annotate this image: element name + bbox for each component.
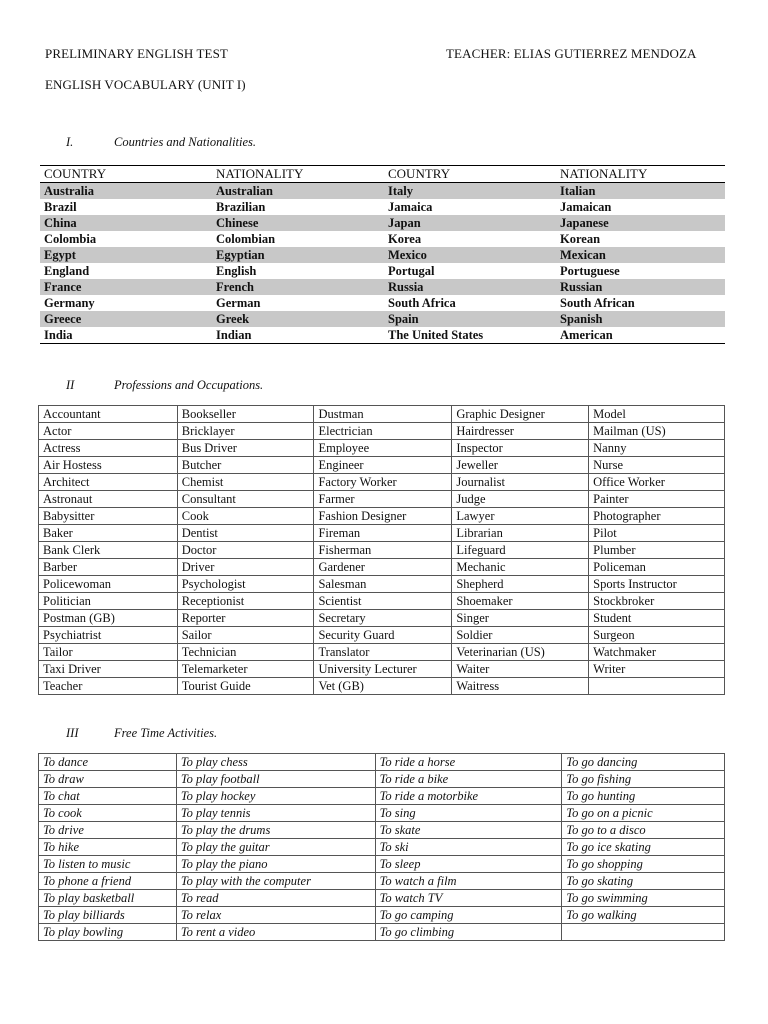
- table-cell: Gardener: [314, 559, 452, 576]
- table-cell: Shepherd: [452, 576, 589, 593]
- profession-row: [39, 508, 725, 525]
- table-cell: Australia: [40, 183, 212, 200]
- table-cell: Surgeon: [589, 627, 725, 644]
- table-cell: Chinese: [212, 215, 384, 231]
- table-cell: Lawyer: [452, 508, 589, 525]
- table-cell: English: [216, 264, 257, 278]
- table-cell: To go camping: [375, 907, 562, 924]
- table-cell: Librarian: [452, 525, 589, 542]
- table-cell: Veterinarian (US): [452, 644, 589, 661]
- table-cell: Psychiatrist: [39, 627, 178, 644]
- table-cell: Cook: [177, 508, 314, 525]
- table-cell: Painter: [589, 491, 725, 508]
- table-cell: To hike: [39, 839, 177, 856]
- activity-row: [39, 924, 725, 941]
- table-cell: South African: [560, 296, 635, 310]
- table-cell: Telemarketer: [177, 661, 314, 678]
- table-cell: Vet (GB): [314, 678, 452, 695]
- country-row: [40, 199, 725, 215]
- table-cell: To go fishing: [562, 771, 725, 788]
- table-cell: Tailor: [39, 644, 178, 661]
- table-cell: University Lecturer: [314, 661, 452, 678]
- table-cell: To phone a friend: [39, 873, 177, 890]
- activity-row: [39, 805, 725, 822]
- profession-row: [39, 491, 725, 508]
- table-cell: Nurse: [589, 457, 725, 474]
- table-cell: To sing: [375, 805, 562, 822]
- table-cell: Bus Driver: [177, 440, 314, 457]
- table-cell: Architect: [39, 474, 178, 491]
- activity-row: [39, 822, 725, 839]
- table-cell: Astronaut: [39, 491, 178, 508]
- country-row: [40, 183, 725, 200]
- table-cell: Brazilian: [216, 200, 266, 214]
- table-cell: Greece: [40, 311, 212, 327]
- table-cell: Soldier: [452, 627, 589, 644]
- table-cell: To play bowling: [39, 924, 177, 941]
- teacher-name: TEACHER: ELIAS GUTIERREZ MENDOZA: [446, 46, 697, 61]
- table-cell: Portugal: [388, 264, 435, 278]
- table-cell: Jamaica: [388, 200, 433, 214]
- table-cell: Babysitter: [39, 508, 178, 525]
- table-cell: Writer: [589, 661, 725, 678]
- table-cell: To play chess: [176, 754, 375, 771]
- table-cell: Graphic Designer: [452, 406, 589, 423]
- section-number: III: [66, 726, 79, 740]
- profession-row: [39, 678, 725, 695]
- profession-row: [39, 474, 725, 491]
- table-cell: South Africa: [388, 296, 456, 310]
- table-cell: Korea: [388, 232, 422, 246]
- table-cell: Watchmaker: [589, 644, 725, 661]
- table-cell: To play billiards: [39, 907, 177, 924]
- table-cell: To listen to music: [39, 856, 177, 873]
- country-row: [40, 279, 725, 295]
- table-cell: To play tennis: [176, 805, 375, 822]
- profession-row: [39, 610, 725, 627]
- table-cell: Tourist Guide: [177, 678, 314, 695]
- table-cell: To play the piano: [176, 856, 375, 873]
- country-row: [40, 215, 725, 231]
- table-cell: Judge: [452, 491, 589, 508]
- section-heading-countries: [66, 135, 256, 150]
- table-cell: To ski: [375, 839, 562, 856]
- table-cell: Baker: [39, 525, 178, 542]
- table-cell: Actress: [39, 440, 178, 457]
- section-heading-activities: [66, 726, 217, 741]
- country-row: [40, 311, 725, 327]
- activity-row: [39, 907, 725, 924]
- table-cell: To ride a bike: [375, 771, 562, 788]
- table-cell: Mechanic: [452, 559, 589, 576]
- table-cell: The United States: [384, 327, 556, 344]
- table-cell: Stockbroker: [589, 593, 725, 610]
- column-header: COUNTRY: [384, 166, 556, 183]
- table-cell: Translator: [314, 644, 452, 661]
- table-cell: Office Worker: [589, 474, 725, 491]
- table-cell: Security Guard: [314, 627, 452, 644]
- table-cell: Hairdresser: [452, 423, 589, 440]
- table-cell: Sailor: [177, 627, 314, 644]
- activity-row: [39, 890, 725, 907]
- table-cell: Spain: [384, 311, 556, 327]
- table-cell: Portuguese: [560, 264, 620, 278]
- table-cell: Singer: [452, 610, 589, 627]
- table-cell: Plumber: [589, 542, 725, 559]
- table-cell: To go shopping: [562, 856, 725, 873]
- table-cell: Teacher: [39, 678, 178, 695]
- table-cell: Electrician: [314, 423, 452, 440]
- table-cell: To go swimming: [562, 890, 725, 907]
- activity-row: [39, 839, 725, 856]
- table-cell: Farmer: [314, 491, 452, 508]
- table-cell: Mexico: [384, 247, 556, 263]
- table-cell: Colombian: [216, 232, 276, 246]
- table-cell: Italian: [556, 183, 725, 200]
- table-cell: To go ice skating: [562, 839, 725, 856]
- table-cell: To sleep: [375, 856, 562, 873]
- table-cell: Dentist: [177, 525, 314, 542]
- profession-row: [39, 593, 725, 610]
- table-cell: Journalist: [452, 474, 589, 491]
- table-cell: Bricklayer: [177, 423, 314, 440]
- table-cell: Bookseller: [177, 406, 314, 423]
- table-cell: To drive: [39, 822, 177, 839]
- table-cell: Korean: [560, 232, 601, 246]
- table-cell: Photographer: [589, 508, 725, 525]
- table-cell: Nanny: [589, 440, 725, 457]
- table-cell: Greek: [212, 311, 384, 327]
- profession-row: [39, 406, 725, 423]
- table-cell: To ride a motorbike: [375, 788, 562, 805]
- table-cell: To cook: [39, 805, 177, 822]
- activities-table: [38, 753, 725, 941]
- table-cell: Italy: [384, 183, 556, 200]
- table-cell: Inspector: [452, 440, 589, 457]
- table-cell: Japanese: [556, 215, 725, 231]
- profession-row: [39, 525, 725, 542]
- table-cell: To rent a video: [176, 924, 375, 941]
- table-cell: German: [216, 296, 261, 310]
- table-cell: Australian: [212, 183, 384, 200]
- table-cell: French: [212, 279, 384, 295]
- table-cell: Scientist: [314, 593, 452, 610]
- profession-row: [39, 661, 725, 678]
- activity-row: [39, 856, 725, 873]
- table-cell: Indian: [212, 327, 384, 344]
- table-cell: To skate: [375, 822, 562, 839]
- table-cell: Colombia: [44, 232, 97, 246]
- activity-row: [39, 754, 725, 771]
- section-title: Free Time Activities.: [114, 726, 218, 740]
- table-cell: Doctor: [177, 542, 314, 559]
- table-cell: Jamaican: [560, 200, 612, 214]
- table-cell: Japan: [384, 215, 556, 231]
- table-cell: To go walking: [562, 907, 725, 924]
- table-cell: Barber: [39, 559, 178, 576]
- table-cell: American: [556, 327, 725, 344]
- table-cell: Receptionist: [177, 593, 314, 610]
- country-row: [40, 247, 725, 263]
- profession-row: [39, 440, 725, 457]
- table-cell: Chemist: [177, 474, 314, 491]
- table-cell: Fashion Designer: [314, 508, 452, 525]
- table-cell: To go on a picnic: [562, 805, 725, 822]
- table-cell: To go climbing: [375, 924, 562, 941]
- table-cell: Germany: [44, 296, 95, 310]
- table-cell: Salesman: [314, 576, 452, 593]
- table-cell: To ride a horse: [375, 754, 562, 771]
- table-cell: To go skating: [562, 873, 725, 890]
- table-cell: To watch a film: [375, 873, 562, 890]
- activity-row: [39, 873, 725, 890]
- table-cell: Technician: [177, 644, 314, 661]
- section-number: II: [66, 378, 75, 392]
- table-cell: Consultant: [177, 491, 314, 508]
- table-cell: Brazil: [44, 200, 77, 214]
- table-cell: To relax: [176, 907, 375, 924]
- table-cell: To dance: [39, 754, 177, 771]
- column-header: COUNTRY: [40, 166, 212, 183]
- table-cell: Butcher: [177, 457, 314, 474]
- table-cell: Mailman (US): [589, 423, 725, 440]
- table-cell: India: [40, 327, 212, 344]
- activity-row: [39, 788, 725, 805]
- table-cell: Egyptian: [212, 247, 384, 263]
- table-cell: Taxi Driver: [39, 661, 178, 678]
- table-cell: To go to a disco: [562, 822, 725, 839]
- table-cell: To play football: [176, 771, 375, 788]
- profession-row: [39, 644, 725, 661]
- profession-row: [39, 576, 725, 593]
- table-cell: To go hunting: [562, 788, 725, 805]
- table-cell: Air Hostess: [39, 457, 178, 474]
- section-title: Countries and Nationalities.: [114, 135, 257, 149]
- table-cell: Factory Worker: [314, 474, 452, 491]
- test-title: PRELIMINARY ENGLISH TEST: [45, 46, 228, 61]
- country-row: [40, 327, 725, 344]
- table-cell: Waiter: [452, 661, 589, 678]
- table-cell: Lifeguard: [452, 542, 589, 559]
- table-cell: Engineer: [314, 457, 452, 474]
- table-cell: Psychologist: [177, 576, 314, 593]
- country-row: [40, 231, 725, 247]
- table-cell: Dustman: [314, 406, 452, 423]
- table-cell: [589, 678, 725, 695]
- table-cell: Russia: [384, 279, 556, 295]
- table-cell: Postman (GB): [39, 610, 178, 627]
- section-heading-professions: [66, 378, 263, 393]
- table-cell: England: [44, 264, 90, 278]
- section-title: Professions and Occupations.: [114, 378, 264, 392]
- table-cell: Mexican: [556, 247, 725, 263]
- table-cell: Spanish: [556, 311, 725, 327]
- table-cell: Pilot: [589, 525, 725, 542]
- table-cell: Policewoman: [39, 576, 178, 593]
- profession-row: [39, 457, 725, 474]
- profession-row: [39, 423, 725, 440]
- table-cell: Jeweller: [452, 457, 589, 474]
- unit-subtitle: ENGLISH VOCABULARY (UNIT I): [45, 77, 246, 92]
- table-cell: Accountant: [39, 406, 178, 423]
- countries-table: [40, 165, 725, 344]
- table-cell: To draw: [39, 771, 177, 788]
- table-cell: Employee: [314, 440, 452, 457]
- professions-table: [38, 405, 725, 695]
- table-cell: To chat: [39, 788, 177, 805]
- countries-header-row: [40, 166, 725, 183]
- column-header: NATIONALITY: [556, 166, 725, 183]
- table-cell: Sports Instructor: [589, 576, 725, 593]
- table-cell: To play basketball: [39, 890, 177, 907]
- table-cell: Driver: [177, 559, 314, 576]
- table-cell: Policeman: [589, 559, 725, 576]
- table-cell: To play with the computer: [176, 873, 375, 890]
- table-cell: China: [40, 215, 212, 231]
- country-row: [40, 263, 725, 279]
- profession-row: [39, 542, 725, 559]
- table-cell: To watch TV: [375, 890, 562, 907]
- table-cell: Student: [589, 610, 725, 627]
- table-cell: Waitress: [452, 678, 589, 695]
- table-cell: [562, 924, 725, 941]
- table-cell: To play hockey: [176, 788, 375, 805]
- table-cell: Fireman: [314, 525, 452, 542]
- table-cell: To play the guitar: [176, 839, 375, 856]
- table-cell: To read: [176, 890, 375, 907]
- profession-row: [39, 627, 725, 644]
- table-cell: Actor: [39, 423, 178, 440]
- activity-row: [39, 771, 725, 788]
- table-cell: Fisherman: [314, 542, 452, 559]
- profession-row: [39, 559, 725, 576]
- table-cell: Model: [589, 406, 725, 423]
- table-cell: Reporter: [177, 610, 314, 627]
- table-cell: Egypt: [40, 247, 212, 263]
- country-row: [40, 295, 725, 311]
- column-header: NATIONALITY: [212, 166, 384, 183]
- table-cell: Politician: [39, 593, 178, 610]
- section-number: I.: [66, 135, 74, 149]
- table-cell: To play the drums: [176, 822, 375, 839]
- table-cell: To go dancing: [562, 754, 725, 771]
- table-cell: Secretary: [314, 610, 452, 627]
- table-cell: Russian: [556, 279, 725, 295]
- table-cell: Shoemaker: [452, 593, 589, 610]
- table-cell: Bank Clerk: [39, 542, 178, 559]
- table-cell: France: [40, 279, 212, 295]
